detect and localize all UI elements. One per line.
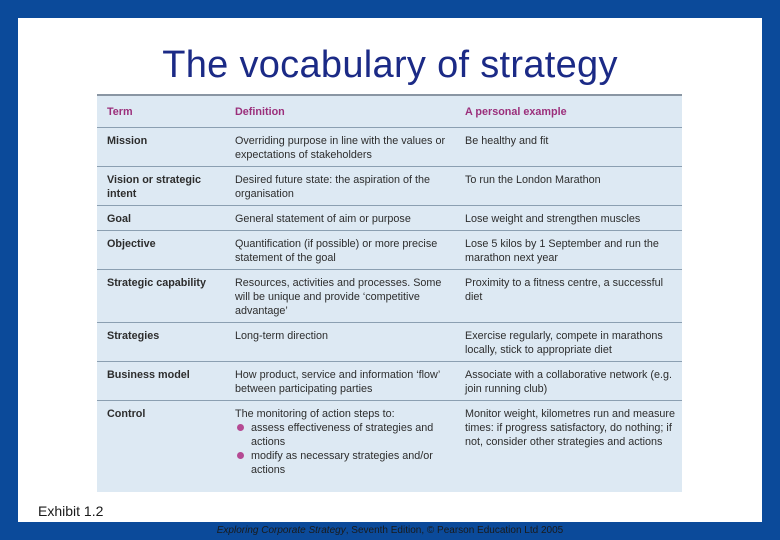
table-row	[97, 323, 682, 362]
example-cell: Monitor weight, kilometres run and measure times: if progress satisfactory, do nothing; if not, consider other strategies and actions	[465, 408, 676, 448]
example-cell: Be healthy and fit	[455, 128, 682, 167]
header-example: A personal example	[455, 96, 682, 128]
definition-cell: Desired future state: the aspiration of the organisation	[225, 167, 455, 206]
bullet-dot-icon	[237, 452, 244, 459]
table-row	[97, 206, 682, 231]
term-cell: Strategic capability	[97, 270, 225, 323]
table-header-row	[97, 96, 682, 128]
definition-intro: The monitoring of action steps to:	[235, 408, 395, 420]
vocabulary-table-container	[97, 94, 682, 492]
table-row	[97, 167, 682, 206]
definition-cell: Resources, activities and processes. Some will be unique and provide ‘competitive advantage’	[225, 270, 455, 323]
example-cell: Proximity to a fitness centre, a successful diet	[455, 270, 682, 323]
definition-cell: Long-term direction	[225, 323, 455, 362]
slide	[18, 18, 762, 536]
footer-citation	[18, 525, 762, 536]
vocabulary-table	[97, 96, 682, 481]
table-row	[97, 231, 682, 270]
header-term: Term	[97, 96, 225, 128]
table-row	[97, 362, 682, 401]
bullet-text: assess effectiveness of strategies and actions	[251, 422, 434, 448]
example-cell: Exercise regularly, compete in marathons locally, stick to appropriate diet	[455, 323, 682, 362]
term-cell: Business model	[97, 362, 225, 401]
footer-rest: , Seventh Edition, © Pearson Education Ltd 2005	[345, 525, 564, 536]
definition-cell: How product, service and information ‘flow’ between participating parties	[225, 362, 455, 401]
bullet-text: modify as necessary strategies and/or actions	[251, 450, 433, 476]
example-cell: Lose 5 kilos by 1 September and run the marathon next year	[455, 231, 682, 270]
term-cell: Strategies	[97, 323, 225, 362]
definition-bullet-list	[235, 421, 449, 477]
list-item	[235, 449, 449, 477]
term-cell: Goal	[97, 206, 225, 231]
slide-title: The vocabulary of strategy	[162, 44, 618, 86]
exhibit-label: Exhibit 1.2	[38, 503, 104, 519]
footer-book-title: Exploring Corporate Strategy	[216, 525, 346, 536]
list-item	[235, 421, 449, 449]
example-cell: Associate with a collaborative network (e.g. join running club)	[455, 362, 682, 401]
term-cell: Vision or strategic intent	[97, 167, 225, 206]
example-cell: To run the London Marathon	[455, 167, 682, 206]
table-row	[97, 401, 682, 482]
definition-cell: General statement of aim or purpose	[225, 206, 455, 231]
definition-cell: Overriding purpose in line with the values or expectations of stakeholders	[225, 128, 455, 167]
term-cell: Objective	[97, 231, 225, 270]
term-cell: Control	[107, 408, 146, 420]
bullet-dot-icon	[237, 424, 244, 431]
header-definition: Definition	[225, 96, 455, 128]
term-cell: Mission	[97, 128, 225, 167]
example-cell: Lose weight and strengthen muscles	[455, 206, 682, 231]
table-row	[97, 270, 682, 323]
table-row	[97, 128, 682, 167]
definition-cell	[225, 401, 455, 482]
definition-cell: Quantification (if possible) or more precise statement of the goal	[225, 231, 455, 270]
